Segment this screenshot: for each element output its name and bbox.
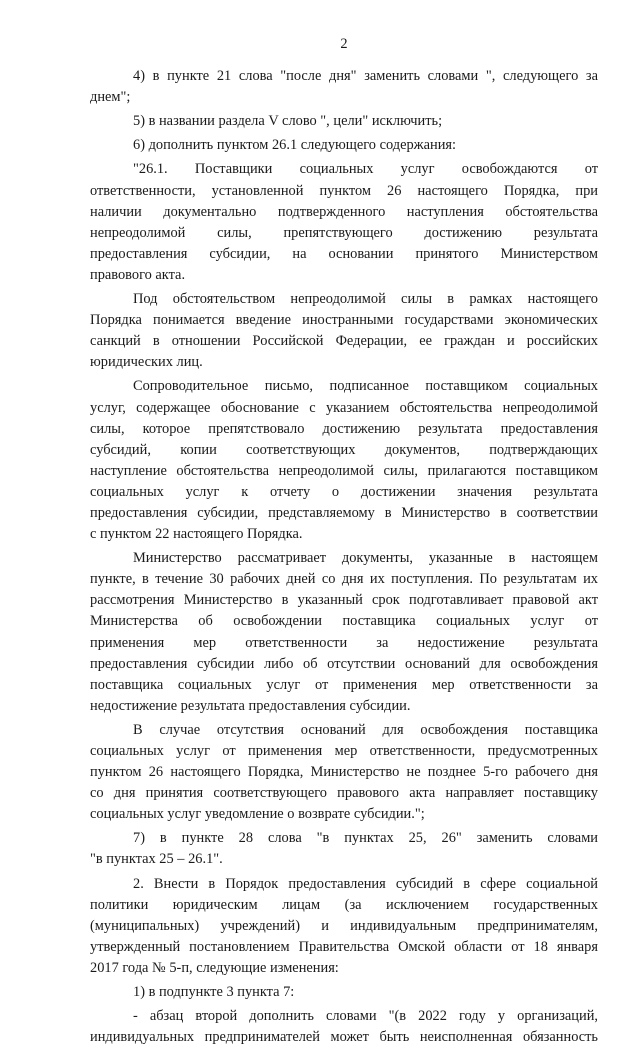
text-line: со дня принятия соответствующего правового акта направляет поставщику — [90, 785, 598, 802]
paragraph — [90, 66, 598, 108]
text-line: Под обстоятельством непреодолимой силы в рамках настоящего — [133, 291, 598, 308]
text-line: Министерство рассматривает документы, указанные в настоящем — [133, 550, 598, 567]
paragraph — [90, 874, 598, 979]
text-line: 5) в названии раздела V слово ", цели" исключить; — [133, 113, 443, 130]
text-line: санкций в отношении Российской Федерации, ее граждан и российских — [90, 333, 598, 350]
text-line: субсидий, копии соответствующих документов, подтверждающих — [90, 441, 598, 458]
text-line: 2017 года № 5-п, следующие изменения: — [90, 959, 339, 976]
text-line: силы, которое препятствовало достижению результата предоставления — [90, 420, 598, 437]
text-line: с пунктом 22 настоящего Порядка. — [90, 526, 303, 543]
paragraph — [90, 376, 598, 545]
text-line: наступление обстоятельства непреодолимой силы, прилагаются поставщиком — [90, 462, 598, 479]
text-line: 4) в пункте 21 слова "после дня" заменить словами ", следующего за — [133, 68, 598, 85]
text-line: предоставления субсидии либо об отсутствии оснований для освобождения — [90, 655, 598, 672]
text-line: 2. Внести в Порядок предоставления субсидий в сфере социальной — [133, 875, 598, 892]
text-line: Сопроводительное письмо, подписанное поставщиком социальных — [133, 378, 598, 395]
text-line: предоставления субсидии, представляемому в Министерство в соответствии — [90, 504, 598, 521]
text-line: юридических лиц. — [90, 354, 203, 371]
paragraph — [90, 159, 598, 286]
text-line: применения мер ответственности за недостижение результата — [90, 634, 598, 651]
text-line: рассмотрения Министерство в указанный срок подготавливает правовой акт — [90, 592, 598, 609]
page-number: 2 — [340, 36, 348, 52]
text-line: ответственности, установленной пунктом 26 настоящего Порядка, при — [90, 182, 598, 199]
text-line: "в пунктах 25 – 26.1". — [90, 851, 223, 868]
text-line: днем"; — [90, 89, 131, 106]
text-line: пунктом 26 настоящего Порядка, Министерство не позднее 5-го рабочего дня — [90, 764, 598, 781]
paragraph — [90, 135, 598, 156]
document-body — [90, 66, 598, 1048]
paragraph — [90, 828, 598, 870]
paragraph — [90, 111, 598, 132]
paragraph — [90, 982, 598, 1003]
text-line: В случае отсутствия оснований для освобождения поставщика — [133, 721, 598, 738]
paragraph — [90, 289, 598, 373]
text-line: Порядка понимается введение иностранными государствами экономических — [90, 312, 598, 329]
text-line: социальных услуг к отчету о достижении значения результата — [90, 483, 598, 500]
paragraph — [90, 720, 598, 825]
text-line: Министерства об освобождении поставщика социальных услуг от — [90, 613, 598, 630]
text-line: предоставления субсидии, на основании принятого Министерством — [90, 245, 598, 262]
text-line: политики юридическим лицам (за исключением государственных — [90, 896, 598, 913]
text-line: правового акта. — [90, 266, 186, 283]
text-line: индивидуальных предпринимателей может быть неисполненная обязанность — [90, 1029, 598, 1046]
text-line: непреодолимой силы, препятствующего достижению результата — [90, 224, 598, 241]
text-line: 1) в подпункте 3 пункта 7: — [133, 984, 295, 1001]
document-page — [90, 34, 598, 1048]
text-line: "26.1. Поставщики социальных услуг освобождаются от — [133, 161, 598, 178]
text-line: - абзац второй дополнить словами "(в 2022 году у организаций, — [133, 1008, 598, 1025]
text-line: социальных услуг уведомление о возврате субсидии."; — [90, 806, 425, 823]
text-line: 6) дополнить пунктом 26.1 следующего содержания: — [133, 137, 457, 154]
text-line: пункте, в течение 30 рабочих дней со дня их поступления. По результатам их — [90, 571, 598, 588]
text-line: социальных услуг от применения мер ответственности, предусмотренных — [90, 743, 598, 759]
text-line: наличии документально подтвержденного наступления обстоятельства — [90, 203, 598, 220]
text-line: (муниципальных) учреждений) и индивидуальным предпринимателям, — [90, 917, 598, 934]
text-line: поставщика социальных услуг от применения мер ответственности за — [90, 676, 598, 693]
text-line: услуг, содержащее обоснование с указанием обстоятельства непреодолимой — [90, 399, 598, 416]
text-line: утвержденный постановлением Правительства Омской области от 18 января — [90, 938, 598, 955]
text-line: недостижение результата предоставления субсидии. — [90, 697, 411, 714]
paragraph — [90, 548, 598, 717]
text-line: 7) в пункте 28 слова "в пунктах 25, 26" заменить словами — [133, 830, 598, 847]
paragraph — [90, 1006, 598, 1048]
